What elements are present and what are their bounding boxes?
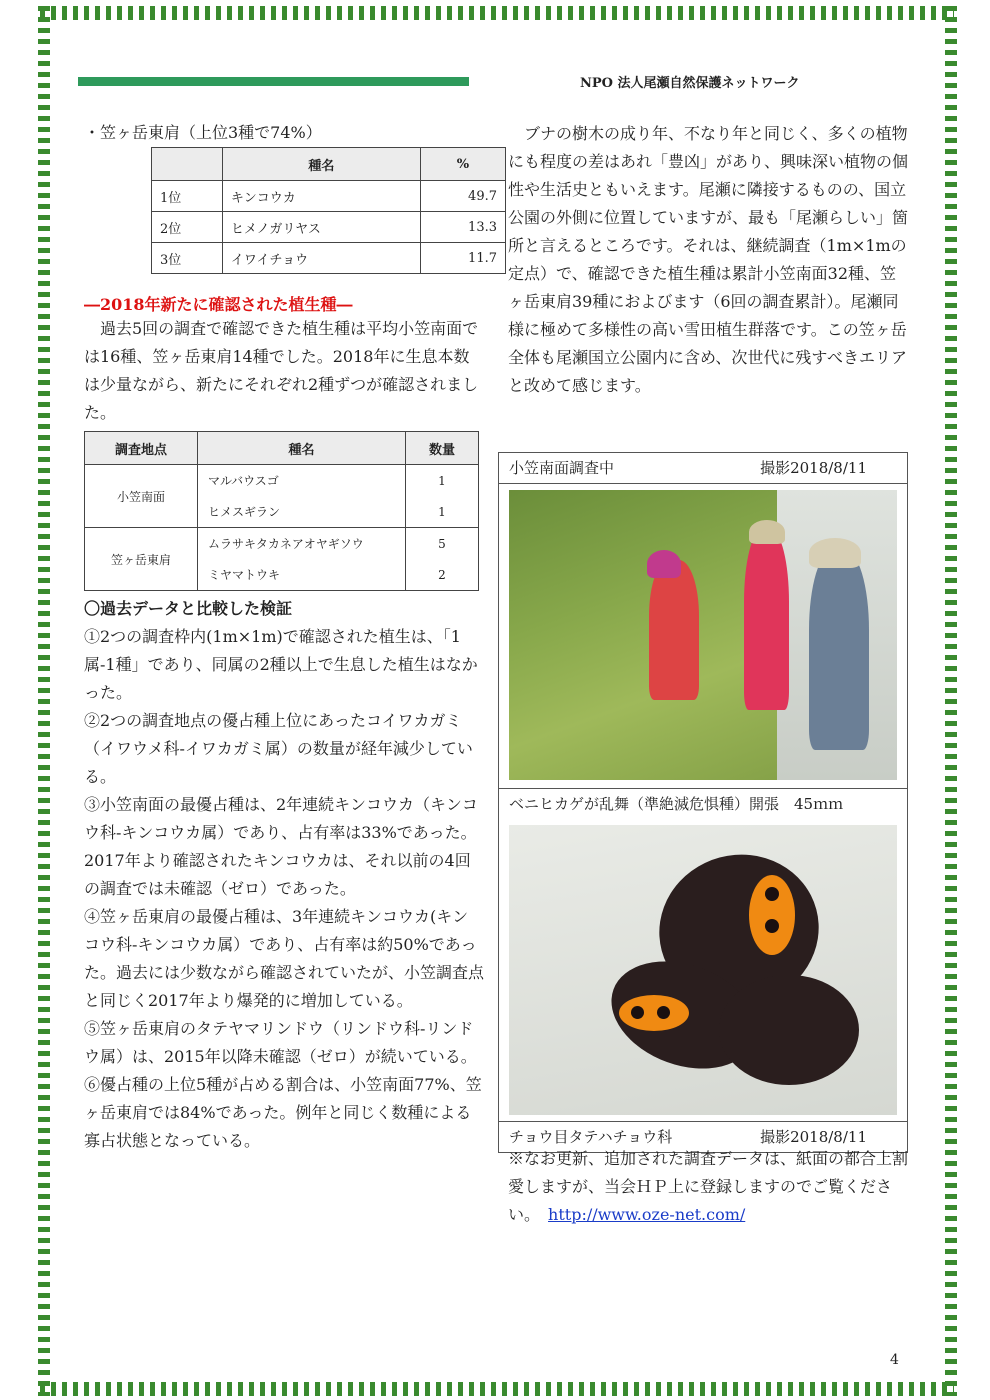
dominance-table: [151, 147, 506, 274]
rank-cell: 2位: [152, 212, 223, 243]
percent-cell: 13.3: [420, 212, 505, 243]
decorative-border-left: [38, 6, 50, 1396]
count-cell: 1: [406, 465, 479, 497]
note-text: [508, 1145, 908, 1229]
photo3-date: 撮影2018/8/11: [760, 1128, 867, 1146]
left-column: [84, 120, 497, 1155]
table-row: [152, 243, 506, 274]
site-cell: 小笠南面: [85, 465, 198, 528]
count-cell: 2: [406, 559, 479, 591]
table2-header-species: 種名: [198, 432, 406, 465]
rank-cell: 3位: [152, 243, 223, 274]
table2-header-count: 数量: [406, 432, 479, 465]
species-cell: マルバウスゴ: [198, 465, 406, 497]
photo1-date: 撮影2018/8/11: [760, 459, 867, 477]
intro-paragraph: ブナの樹木の成り年、不なり年と同じく、多くの植物にも程度の差はあれ「豊凶」があり、興味深い植物の個性や生活史ともいえます。尾瀬に隣接するものの、国立公園の外側に位置していますが、最も「尾瀬らしい」箇所と言えるところです。それは、継続調査（1m×1mの定点）で、確認できた植生種は累計小笠南面32種、笠ヶ岳東肩39種におよびます（6回の調査累計）。尾瀬同様に極めて多様性の高い雪田植生群落です。この笠ヶ岳全体も尾瀬国立公園内に含め、次世代に残すべきエリアと改めて感じます。: [508, 124, 909, 395]
species-cell: ミヤマトウキ: [198, 559, 406, 591]
table-row: [152, 212, 506, 243]
photo1-caption: 小笠南面調査中: [509, 459, 615, 477]
organization-name: NPO 法人尾瀬自然保護ネットワーク: [580, 76, 800, 91]
species-cell: ムラサキタカネアオヤギソウ: [198, 528, 406, 560]
table2-header-site: 調査地点: [85, 432, 198, 465]
species-cell: イワイチョウ: [222, 243, 420, 274]
section-paragraph: 過去5回の調査で確認できた植生種は平均小笠南面では16種、笠ヶ岳東肩14種でした。2018年に生息本数は少量ながら、新たにそれぞれ2種ずつが確認されました。: [84, 319, 479, 422]
note-block: [508, 1145, 908, 1229]
photo-box-survey: [498, 452, 908, 484]
verify-item-4: ④笠ヶ岳東肩の最優占種は、3年連続キンコウカ(キンコウ科-キンコウカ属）であり、占有率は約50%であった。過去には少数ながら確認されていたが、小笠調査点と同じく2017年より爆発的に増加している。: [84, 907, 485, 1010]
verify-item-6: ⑥優占種の上位5種が占める割合は、小笠南面77%、笠ヶ岳東肩では84%であった。例年と同じく数種による寡占状態となっている。: [84, 1075, 482, 1150]
photo2-caption-bar: [499, 788, 907, 819]
verify-title: 〇過去データと比較した検証: [84, 599, 293, 618]
table-row: [85, 528, 479, 560]
section-title: ―2018年新たに確認された植生種―: [84, 295, 353, 314]
verify-item-1: ①2つの調査枠内(1m×1m)で確認された植生は、「1属-1種」であり、同属の2種以上で生息した植生はなかった。: [84, 627, 478, 702]
page-number: 4: [890, 1352, 899, 1368]
table-row: [152, 181, 506, 212]
decorative-border-right: [945, 6, 957, 1396]
photo2-caption: ベニヒカゲが乱舞（準絶滅危惧種）開張 45ｍｍ: [509, 795, 844, 813]
verify-item-3: ③小笠南面の最優占種は、2年連続キンコウカ（キンコウ科-キンコウカ属）であり、占有率は33%であった。2017年より確認されたキンコウカは、それ以前の4回の調査では未確認（ゼロ）であった。: [84, 795, 478, 898]
right-column: [508, 120, 908, 400]
photo3-caption: チョウ目タテハチョウ科: [509, 1128, 673, 1146]
rank-cell: 1位: [152, 181, 223, 212]
percent-cell: 49.7: [420, 181, 505, 212]
butterfly-photo: [509, 825, 897, 1115]
website-link[interactable]: http://www.oze-net.com/: [548, 1205, 746, 1224]
table-row: [85, 465, 479, 497]
count-cell: 5: [406, 528, 479, 560]
verify-item-2: ②2つの調査地点の優占種上位にあったコイワカガミ（イワウメ科-イワカガミ属）の数量が経年減少している。: [84, 711, 473, 786]
table1-title: ・笠ヶ岳東肩（上位3種で74%）: [84, 123, 322, 142]
verify-item-5: ⑤笠ヶ岳東肩のタテヤマリンドウ（リンドウ科-リンドウ属）は、2015年以降未確認（ゼロ）が続いている。: [84, 1019, 477, 1066]
site-cell: 笠ヶ岳東肩: [85, 528, 198, 591]
count-cell: 1: [406, 496, 479, 528]
species-cell: ヒメノガリヤス: [222, 212, 420, 243]
table1-header-rank: [152, 148, 223, 181]
photo-box-survey-image: [498, 482, 908, 1153]
percent-cell: 11.7: [420, 243, 505, 274]
decorative-border-top: [40, 6, 954, 20]
table1-header-percent: %: [420, 148, 505, 181]
species-cell: ヒメスギラン: [198, 496, 406, 528]
decorative-border-bottom: [40, 1382, 954, 1396]
note-body: ※なお更新、追加された調査データは、紙面の都合上割愛しますが、当会ＨＰ上に登録しますのでご覧ください。: [508, 1149, 909, 1224]
survey-photo: [509, 490, 897, 780]
header-bar: [78, 77, 469, 86]
new-species-table: [84, 431, 479, 591]
table1-header-species: 種名: [222, 148, 420, 181]
photo1-caption-bar: [499, 453, 907, 483]
species-cell: キンコウカ: [222, 181, 420, 212]
